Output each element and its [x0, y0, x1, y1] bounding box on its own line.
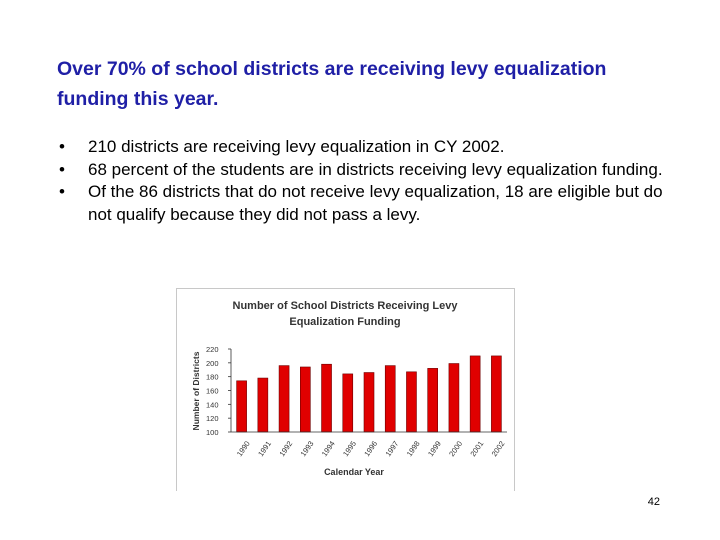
bar [343, 374, 353, 432]
bar [428, 368, 438, 432]
y-tick-label: 160 [206, 386, 219, 396]
y-tick-label: 140 [206, 400, 219, 410]
x-tick-label: 2000 [447, 439, 465, 459]
x-tick-label: 1994 [319, 439, 337, 459]
bar [258, 378, 268, 432]
y-tick-label: 120 [206, 414, 219, 424]
x-tick-label: 2001 [468, 439, 486, 459]
bar [406, 372, 416, 432]
bar [322, 364, 332, 432]
bar [364, 373, 374, 432]
x-tick-label: 1997 [383, 439, 401, 459]
bullet-item: • 210 districts are receiving levy equalization in CY 2002. [57, 136, 667, 159]
x-tick-label: 1990 [234, 439, 252, 459]
bullet-item: • 68 percent of the students are in districts receiving levy equalization funding. [57, 159, 667, 182]
y-axis-label: Number of Districts [191, 351, 201, 431]
plot-area [206, 345, 507, 458]
bar [449, 364, 459, 432]
bar [385, 366, 395, 432]
chart-frame [176, 288, 515, 491]
x-tick-label: 1998 [404, 439, 422, 459]
x-axis-label: Calendar Year [324, 467, 384, 477]
bar [237, 381, 247, 432]
bullet-item: • Of the 86 districts that do not receive levy equalization, 18 are eligible but do not qualify because they did not pass a levy. [57, 181, 667, 226]
x-tick-label: 1991 [256, 439, 274, 459]
x-tick-label: 1995 [341, 439, 358, 459]
x-tick-label: 1999 [425, 439, 443, 459]
bar [491, 356, 501, 432]
x-tick-label: 2002 [489, 439, 507, 459]
page-number: 42 [647, 496, 660, 508]
bar [300, 367, 310, 432]
bar-chart [177, 289, 514, 491]
y-tick-label: 100 [206, 428, 219, 437]
bar [279, 366, 289, 432]
chart-title-line-2: Equalization Funding [289, 316, 401, 328]
bullet-list [57, 136, 667, 226]
chart-title-line-1: Number of School Districts Receiving Levy [232, 300, 458, 312]
x-tick-label: 1993 [298, 439, 316, 459]
y-tick-label: 180 [206, 372, 219, 382]
y-tick-label: 200 [206, 358, 219, 368]
x-tick-label: 1996 [362, 439, 380, 459]
x-tick-label: 1992 [277, 439, 295, 459]
y-tick-label: 220 [206, 345, 219, 354]
bar [470, 356, 480, 432]
slide-title: Over 70% of school districts are receiving levy equalization funding this year. [57, 58, 607, 110]
